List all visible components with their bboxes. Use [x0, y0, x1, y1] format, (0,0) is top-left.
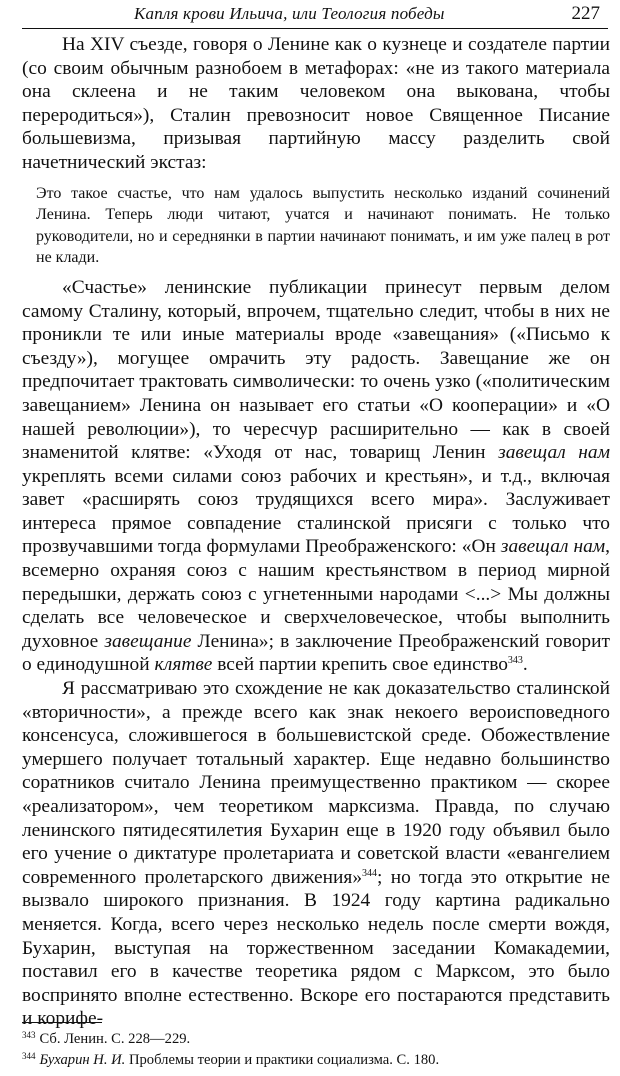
footnote-ref-344[interactable]: 344	[362, 867, 378, 879]
footnote-number: 344	[22, 1051, 36, 1061]
paragraph-2	[22, 276, 610, 677]
page-number: 227	[571, 3, 600, 24]
footnote-number: 343	[22, 1030, 36, 1040]
footnote-text: Проблемы теории и практики социализма. С. 180.	[125, 1052, 440, 1068]
main-text	[22, 33, 610, 1031]
footnote-343	[22, 1029, 610, 1050]
paragraph-2-text-5: всей партии крепить свое единство	[212, 654, 508, 676]
footnote-344	[22, 1050, 610, 1071]
paragraph-2-emphasis-2: завещал нам	[500, 536, 606, 558]
paragraph-2-text-4: Ленина»; в заключение Преображенский говорит о единодушной	[22, 630, 610, 676]
running-header	[22, 0, 608, 29]
paragraph-2-emphasis-4: клятве	[154, 654, 213, 676]
paragraph-3-text-2: ; но тогда это открытие не вызвало широкого признания. В 1924 году картина радикально меняется. Когда, всего через несколько недель после смерти вождя, Бухарин, выступая на торжественном заседании Комакадемии, поставил его в качестве теоретика рядом с Марксом, это было воспринято вполне естественно. Вскоре его постараются представить и корифе-	[22, 866, 611, 1030]
stalin-quote: Это такое счастье, что нам удалось выпустить несколько изданий сочинений Ленина. Теперь люди читают, учатся и начинают понимать. Не только руководители, но и середнянки в партии начинают понимать, и им уже палец в рот не клади.	[36, 184, 610, 267]
paragraph-1: На XIV съезде, говоря о Ленине как о кузнеце и создателе партии (со своим обычным разнобоем в метафорах: «не из такого материала она склеена и не таким человеком она выкована, чтобы переродиться»), Сталин превозносит новое Священное Писание большевизма, призывая партийную массу разделить свой начетнический экстаз:	[22, 34, 610, 173]
paragraph-2-text-6: .	[522, 654, 528, 676]
footnotes	[22, 1022, 610, 1071]
footnote-author: Бухарин Н. И.	[39, 1052, 126, 1068]
paragraph-2-text-1: «Счастье» ленинские публикации принесут первым делом самому Сталину, который, впрочем, тщательно следит, чтобы в них не проникли те или иные материалы вроде «завещания» («Письмо к съезду»), могущее омрачить эту радость. Завещание же он предпочитает трактовать символически: то очень узко («политическим завещанием» Ленина он называет его статьи «О кооперации» и «О нашей революции»), то чересчур расширительно — как в своей знаменитой клятве: «Уходя от нас, товарищ Ленин	[22, 276, 610, 464]
running-title: Капля крови Ильича, или Теология победы	[134, 4, 445, 23]
paragraph-3-text-1: Я рассматриваю это схождение не как доказательство сталинской «вторичности», а прежде всего как знак некоего вероисповедного консенсуса, сложившегося в большевистской среде. Обожествление умершего получает тотальный характер. Еще недавно большинство соратников считало Ленина преимущественно практиком — скорее «реализатором», чем теоретиком марксизма. Правда, по случаю ленинского пятидесятилетия Бухарин еще в 1920 году объявил было его учение о диктатуре пролетариата и советской власти «евангелием современного пролетарского движения»	[22, 678, 610, 888]
paragraph-2-emphasis-3: завещание	[104, 630, 192, 652]
paragraph-2-text-3: , всемерно охраняя союз с нашим крестьянством в период мирной передышки, держать союз с угнетенными народами <...> Мы должны сделать все человеческое и сверхчеловеческое, чтобы выполнить духовное	[22, 536, 611, 652]
paragraph-2-emphasis-1: завещал нам	[498, 442, 610, 464]
paragraph-2-text-2: укреплять всеми силами союз рабочих и крестьян», и т.д., включая завет «расширять союз трудящихся всего мира». Заслуживает интереса прямое совпадение сталинской присяги с только что прозвучавшими тогда формулами Преображенского: «Он	[22, 465, 610, 558]
paragraph-3	[22, 677, 610, 1031]
footnote-divider	[22, 1022, 102, 1023]
footnote-ref-343[interactable]: 343	[507, 655, 523, 667]
footnote-text: Сб. Ленин. С. 228—229.	[39, 1031, 191, 1047]
